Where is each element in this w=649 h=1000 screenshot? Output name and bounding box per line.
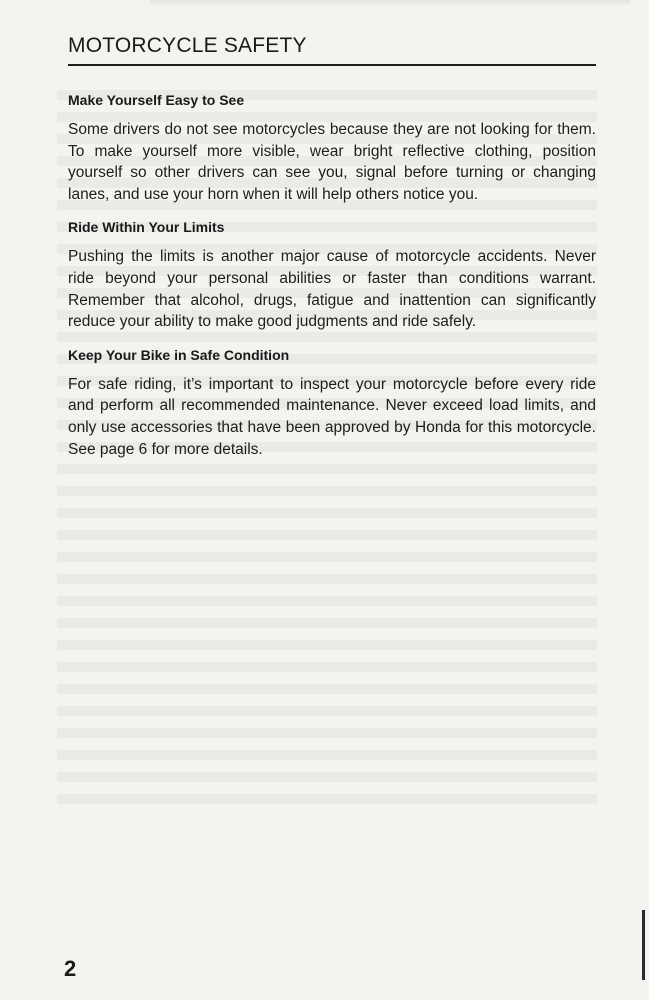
page-number: 2	[64, 956, 77, 981]
page-top-edge	[150, 0, 630, 6]
page-edge-mark	[642, 910, 645, 980]
page-header	[68, 34, 596, 66]
section-ride-within-your-limits	[68, 219, 596, 332]
page-content	[68, 92, 596, 474]
section-heading: Keep Your Bike in Safe Condition	[68, 346, 290, 363]
section-body: For safe riding, it’s important to inspect your motorcycle before every ride and perform all recommended maintenance. Never exceed load limits, and only use accessories that have been approved by Honda for this motorcycle. See page 6 for more details.	[68, 375, 596, 458]
section-make-yourself-easy-to-see	[68, 92, 596, 205]
section-body: Pushing the limits is another major cause of motorcycle accidents. Never ride beyond your personal abilities or faster than conditions warrant. Remember that alcohol, drugs, fatigue and inattention can significantly reduce your ability to make good judgments and ride safely.	[68, 248, 596, 331]
section-heading: Ride Within Your Limits	[68, 219, 225, 236]
page-title: MOTORCYCLE SAFETY	[68, 34, 596, 66]
section-heading: Make Yourself Easy to See	[68, 92, 245, 108]
section-body: Some drivers do not see motorcycles because they are not looking for them. To make yourself more visible, wear bright reflective clothing, position yourself so other drivers can see you, signal before turning or changing lanes, and use your horn when it will help others notice you.	[68, 121, 596, 203]
section-keep-your-bike-in-safe-condition	[68, 347, 596, 460]
